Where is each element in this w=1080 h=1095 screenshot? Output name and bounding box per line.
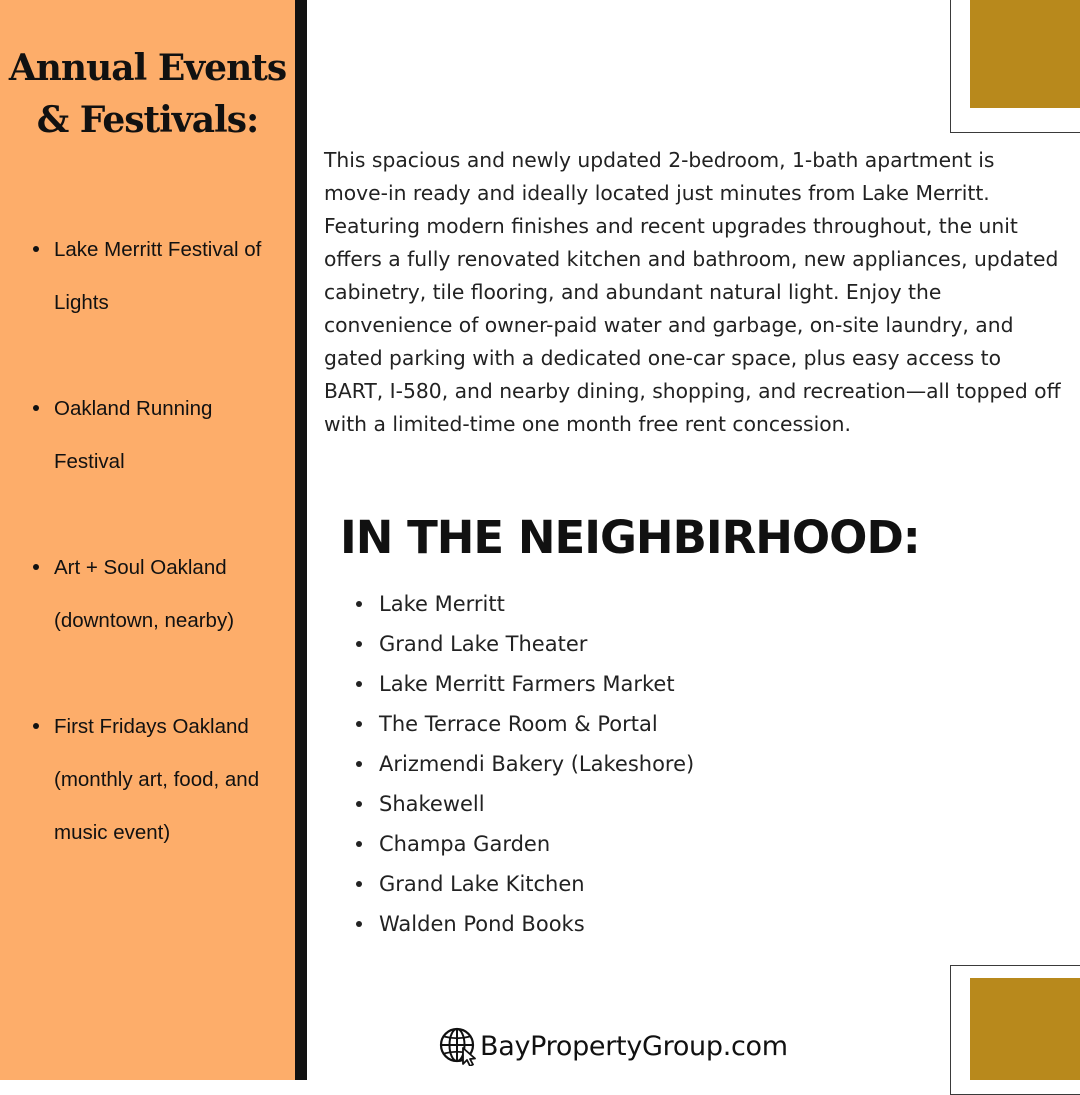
sidebar-title <box>0 42 295 146</box>
neighborhood-item: Shakewell <box>355 784 955 824</box>
neighborhood-list <box>355 584 955 944</box>
event-item: First Fridays Oakland (monthly art, food, and music event) <box>22 700 287 859</box>
event-item: Lake Merritt Festival of Lights <box>22 223 287 329</box>
neighborhood-item: The Terrace Room & Portal <box>355 704 955 744</box>
decor-square-top <box>970 0 1080 108</box>
neighborhood-item: Grand Lake Kitchen <box>355 864 955 904</box>
neighborhood-item: Lake Merritt <box>355 584 955 624</box>
footer-website[interactable] <box>438 1026 788 1066</box>
neighborhood-item: Walden Pond Books <box>355 904 955 944</box>
neighborhood-item: Arizmendi Bakery (Lakeshore) <box>355 744 955 784</box>
neighborhood-heading: IN THE NEIGHBIRHOOD: <box>340 511 920 564</box>
decor-square-bottom <box>970 978 1080 1080</box>
apartment-description: This spacious and newly updated 2-bedroom, 1-bath apartment is move-in ready and ideally located just minutes from Lake Merritt. Featuring modern finishes and recent upgrades throughout, the unit offers a fully renovated kitchen and bathroom, new appliances, updated cabinetry, tile flooring, and abundant natural light. Enjoy the convenience of owner-paid water and garbage, on-site laundry, and gated parking with a dedicated one-car space, plus easy access to BART, I-580, and nearby dining, shopping, and recreation—all topped off with a limited-time one month free rent concession. <box>324 148 1061 436</box>
events-list <box>22 223 287 912</box>
event-item: Oakland Running Festival <box>22 382 287 488</box>
sidebar-title-line-1: Annual Events <box>8 47 287 89</box>
sidebar-divider <box>295 0 307 1080</box>
globe-cursor-icon <box>438 1026 478 1066</box>
neighborhood-item: Lake Merritt Farmers Market <box>355 664 955 704</box>
event-item: Art + Soul Oakland (downtown, nearby) <box>22 541 287 647</box>
sidebar-title-line-2: & Festivals: <box>36 99 259 141</box>
neighborhood-item: Champa Garden <box>355 824 955 864</box>
neighborhood-item: Grand Lake Theater <box>355 624 955 664</box>
website-link[interactable]: BayPropertyGroup.com <box>480 1030 788 1062</box>
